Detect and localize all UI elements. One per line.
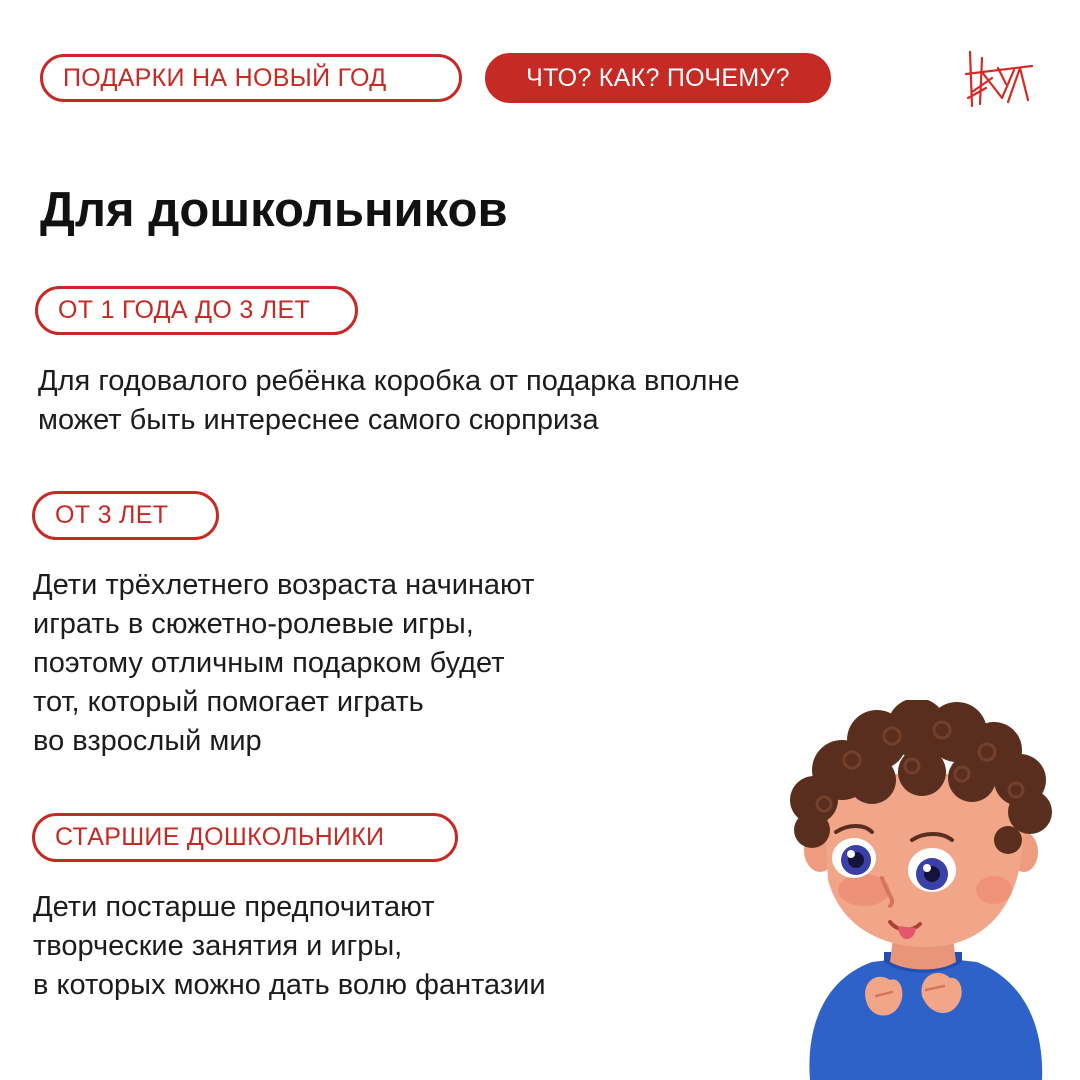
tag-age-1-to-3[interactable]: ОТ 1 ГОДА ДО 3 ЛЕТ: [35, 286, 358, 335]
tag-what-how-why[interactable]: ЧТО? КАК? ПОЧЕМУ?: [485, 53, 831, 103]
paragraph-line: Для годовалого ребёнка коробка от подарка вполне: [38, 365, 740, 397]
paragraph-line: Дети постарше предпочитают: [33, 891, 435, 923]
tag-from-3[interactable]: ОТ 3 ЛЕТ: [32, 491, 219, 540]
paragraph-line: может быть интереснее самого сюрприза: [38, 404, 599, 436]
paragraph-senior-preschoolers: [33, 888, 546, 1005]
paragraph-line: во взрослый мир: [33, 725, 262, 757]
paragraph-line: поэтому отличным подарком будет: [33, 647, 505, 679]
brand-logo-icon: [962, 48, 1034, 110]
paragraph-line: играть в сюжетно-ролевые игры,: [33, 608, 474, 640]
paragraph-line: творческие занятия и игры,: [33, 930, 403, 962]
paragraph-from-3: [33, 566, 534, 761]
paragraph-age-1-to-3: [38, 362, 740, 440]
paragraph-line: в которых можно дать волю фантазии: [33, 969, 546, 1001]
paragraph-line: Дети трёхлетнего возраста начинают: [33, 569, 535, 601]
paragraph-line: тот, который помогает играть: [33, 686, 424, 718]
boy-illustration: [772, 700, 1072, 1080]
page-title: Для дошкольников: [40, 183, 508, 237]
tag-senior-preschoolers[interactable]: СТАРШИЕ ДОШКОЛЬНИКИ: [32, 813, 458, 862]
tag-new-year-gifts[interactable]: ПОДАРКИ НА НОВЫЙ ГОД: [40, 54, 462, 102]
